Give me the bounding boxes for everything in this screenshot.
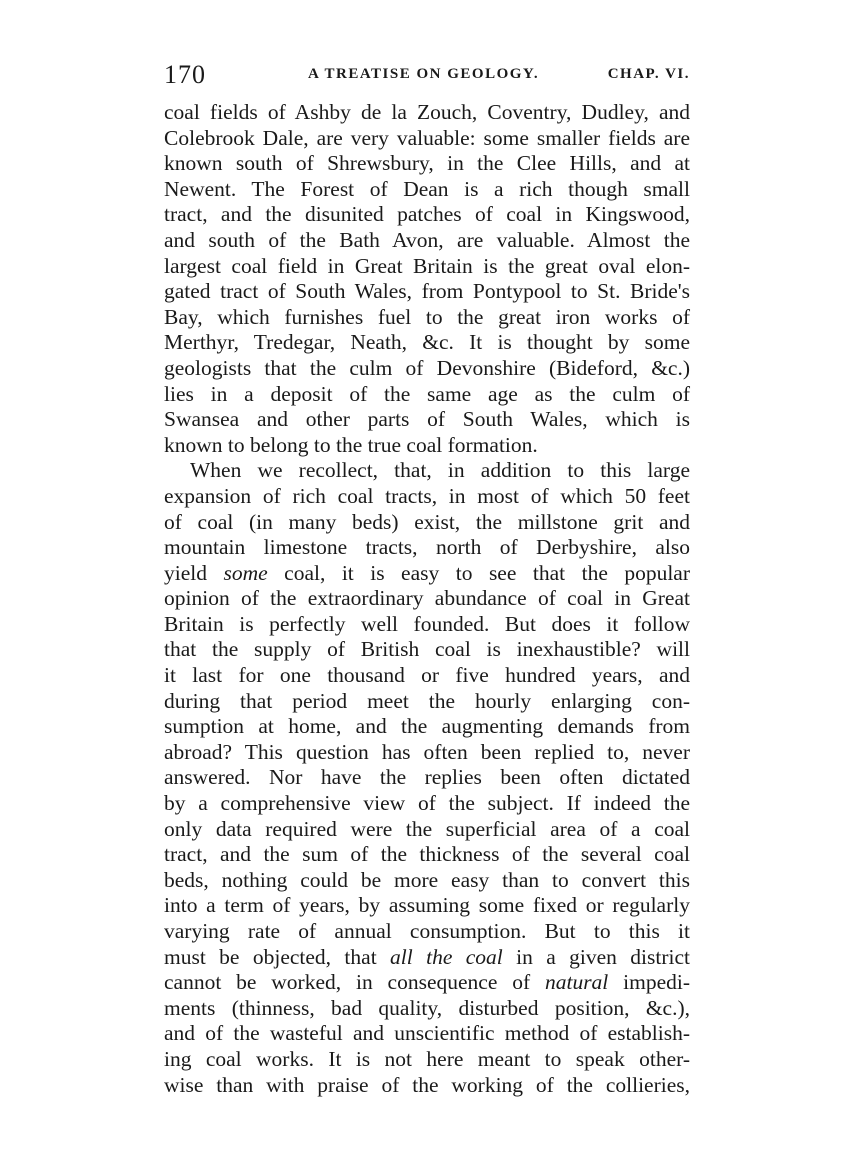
text-line: answered. Nor have the replies been often dictated: [164, 765, 690, 790]
text-line: [164, 945, 690, 971]
body-text: [164, 100, 690, 1098]
running-title: A TREATISE ON GEOLOGY.: [308, 66, 540, 82]
text-line: Merthyr, Tredegar, Neath, &c. It is thought by some: [164, 330, 690, 355]
italic-run: natural: [544, 970, 609, 995]
text-line: of coal (in many beds) exist, the millstone grit and: [164, 509, 690, 534]
paragraph-start-line: When we recollect, that, in addition to this large: [190, 458, 690, 483]
chapter-label: CHAP. VI.: [607, 66, 690, 82]
text-line: coal fields of Ashby de la Zouch, Coventry, Dudley, and: [164, 100, 690, 124]
text-line: by a comprehensive view of the subject. If indeed the: [164, 791, 690, 816]
text-line: during that period meet the hourly enlarging con-: [164, 688, 690, 713]
text-line: Bay, which furnishes fuel to the great iron works of: [164, 304, 690, 329]
text-line: tract, and the disunited patches of coal in Kingswood,: [164, 202, 690, 227]
text-line: opinion of the extraordinary abundance of coal in Great: [164, 586, 690, 611]
text-line: Britain is perfectly well founded. But does it follow: [164, 611, 690, 636]
text-line: [164, 561, 690, 587]
text-line: and of the wasteful and unscientific method of establish-: [164, 1021, 690, 1046]
text-line: known to belong to the true coal formation.: [164, 432, 538, 457]
text-line: sumption at home, and the augmenting demands from: [164, 714, 690, 739]
text-line: only data required were the superficial area of a coal: [164, 816, 690, 841]
text-line: [164, 970, 690, 996]
text-line: it last for one thousand or five hundred years, and: [164, 663, 690, 688]
text-line: that the supply of British coal is inexhaustible? will: [164, 637, 690, 662]
text-line: into a term of years, by assuming some fixed or regularly: [164, 893, 690, 918]
text-line: tract, and the sum of the thickness of the several coal: [164, 842, 690, 867]
italic-run: all the coal: [390, 944, 503, 969]
text-line: beds, nothing could be more easy than to convert this: [164, 867, 690, 892]
text-line: mountain limestone tracts, north of Derbyshire, also: [164, 535, 690, 560]
text-line: ments (thinness, bad quality, disturbed position, &c.),: [164, 995, 690, 1020]
text-line: gated tract of South Wales, from Pontypool to St. Bride's: [164, 279, 690, 304]
text-run: must be objected, that: [164, 944, 377, 969]
text-line: Colebrook Dale, are very valuable: some smaller fields are: [164, 125, 690, 150]
text-line: wise than with praise of the working of the collieries,: [164, 1072, 690, 1097]
text-line: and south of the Bath Avon, are valuable. Almost the: [164, 227, 690, 252]
running-head: [164, 60, 690, 90]
italic-run: some: [223, 560, 268, 585]
text-run: in a given district: [516, 944, 691, 969]
text-line: lies in a deposit of the same age as the culm of: [164, 381, 690, 406]
text-line: Newent. The Forest of Dean is a rich though small: [164, 176, 690, 201]
page-number: 170: [164, 60, 206, 89]
text-line: varying rate of annual consumption. But to this it: [164, 919, 690, 943]
text-line: ing coal works. It is not here meant to speak other-: [164, 1046, 690, 1071]
text-line: Swansea and other parts of South Wales, which is: [164, 407, 690, 432]
text-line: abroad? This question has often been replied to, never: [164, 739, 690, 764]
text-line: expansion of rich coal tracts, in most of which 50 feet: [164, 483, 690, 508]
text-line: geologists that the culm of Devonshire (Bideford, &c.): [164, 355, 690, 380]
text-run: cannot be worked, in consequence of: [164, 970, 531, 995]
text-run: coal, it is easy to see that the popular: [284, 560, 691, 585]
text-run: yield: [164, 560, 207, 585]
text-run: impedi-: [623, 970, 691, 995]
text-line: largest coal field in Great Britain is the great oval elon-: [164, 253, 690, 278]
text-line: known south of Shrewsbury, in the Clee Hills, and at: [164, 151, 690, 176]
